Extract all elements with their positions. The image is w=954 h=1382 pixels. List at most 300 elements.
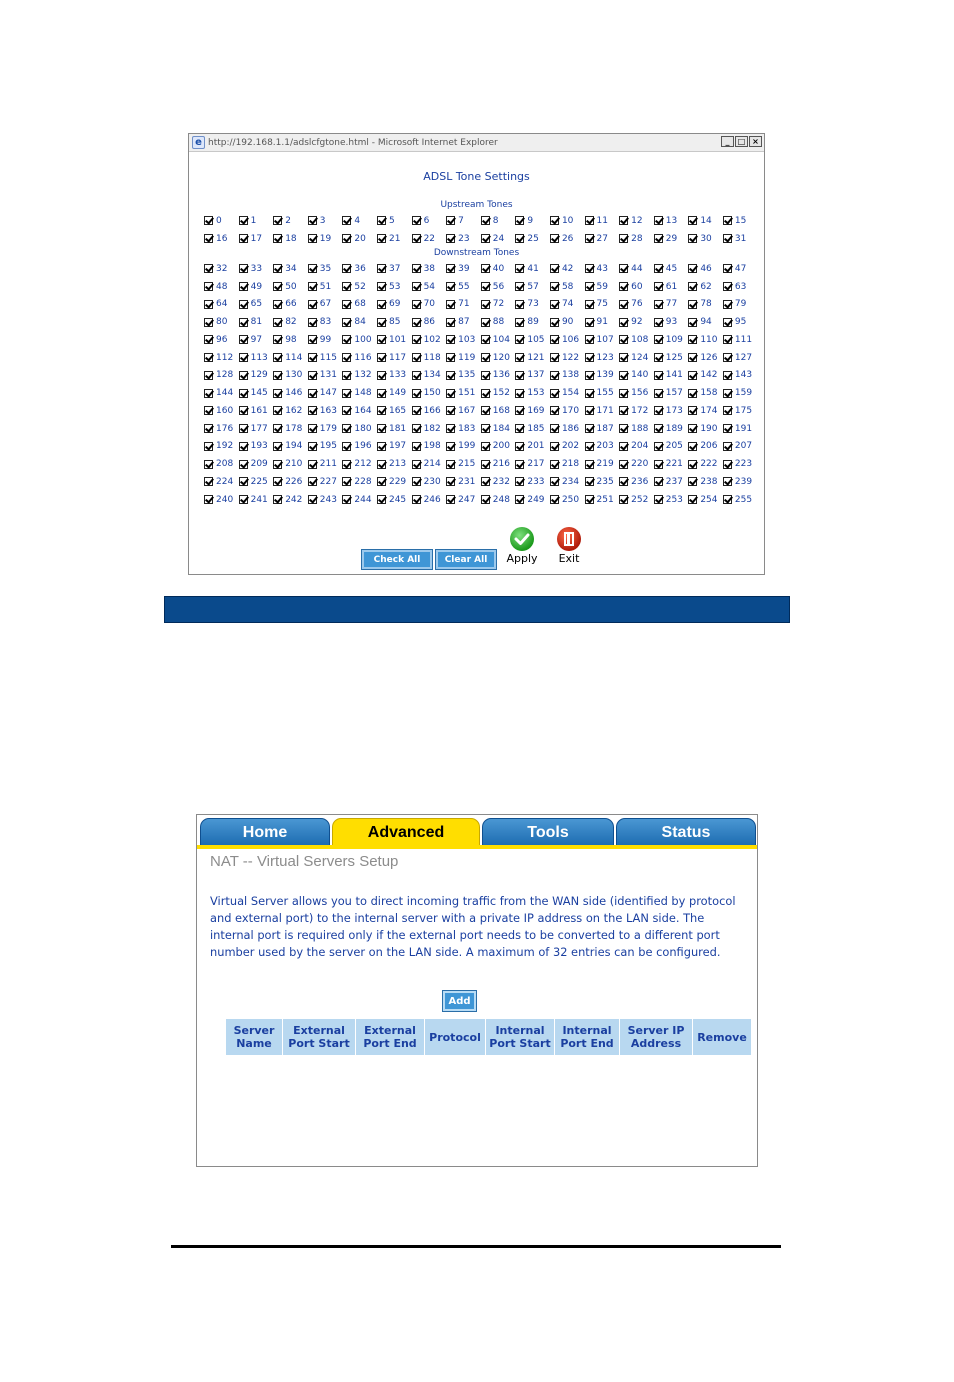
- tone-167[interactable]: [446, 402, 481, 420]
- tone-checkbox[interactable]: [412, 353, 421, 362]
- tone-checkbox[interactable]: [377, 300, 386, 309]
- tone-checkbox[interactable]: [446, 389, 455, 398]
- tone-2[interactable]: [273, 212, 308, 230]
- tone-checkbox[interactable]: [412, 318, 421, 327]
- tone-checkbox[interactable]: [550, 477, 559, 486]
- tone-checkbox[interactable]: [515, 353, 524, 362]
- tone-143[interactable]: [723, 367, 758, 385]
- tone-checkbox[interactable]: [446, 460, 455, 469]
- tone-108[interactable]: [619, 331, 654, 349]
- tone-checkbox[interactable]: [550, 300, 559, 309]
- tone-checkbox[interactable]: [204, 495, 213, 504]
- tone-checkbox[interactable]: [412, 282, 421, 291]
- tone-checkbox[interactable]: [723, 282, 732, 291]
- tone-0[interactable]: [204, 212, 239, 230]
- tone-195[interactable]: [308, 438, 343, 456]
- tone-checkbox[interactable]: [412, 442, 421, 451]
- tone-213[interactable]: [377, 455, 412, 473]
- tone-129[interactable]: [239, 367, 274, 385]
- tone-107[interactable]: [585, 331, 620, 349]
- tone-checkbox[interactable]: [308, 495, 317, 504]
- tone-246[interactable]: [412, 491, 447, 509]
- tone-checkbox[interactable]: [550, 460, 559, 469]
- tone-232[interactable]: [481, 473, 516, 491]
- tone-checkbox[interactable]: [412, 477, 421, 486]
- tone-checkbox[interactable]: [723, 216, 732, 225]
- tone-26[interactable]: [550, 230, 585, 248]
- tone-114[interactable]: [273, 349, 308, 367]
- tone-checkbox[interactable]: [273, 282, 282, 291]
- tone-checkbox[interactable]: [377, 442, 386, 451]
- tone-194[interactable]: [273, 438, 308, 456]
- tone-224[interactable]: [204, 473, 239, 491]
- tone-92[interactable]: [619, 313, 654, 331]
- exit-button[interactable]: [549, 527, 589, 565]
- tone-checkbox[interactable]: [239, 318, 248, 327]
- tone-126[interactable]: [688, 349, 723, 367]
- tone-checkbox[interactable]: [619, 300, 628, 309]
- tone-197[interactable]: [377, 438, 412, 456]
- tone-218[interactable]: [550, 455, 585, 473]
- tone-checkbox[interactable]: [446, 406, 455, 415]
- tone-checkbox[interactable]: [654, 406, 663, 415]
- tone-17[interactable]: [239, 230, 274, 248]
- tone-checkbox[interactable]: [204, 282, 213, 291]
- tone-208[interactable]: [204, 455, 239, 473]
- tone-99[interactable]: [308, 331, 343, 349]
- tone-210[interactable]: [273, 455, 308, 473]
- tone-137[interactable]: [515, 367, 550, 385]
- tone-checkbox[interactable]: [481, 477, 490, 486]
- tone-106[interactable]: [550, 331, 585, 349]
- tone-checkbox[interactable]: [342, 406, 351, 415]
- tone-checkbox[interactable]: [481, 216, 490, 225]
- tone-19[interactable]: [308, 230, 343, 248]
- tab-home[interactable]: Home: [200, 818, 330, 847]
- tone-checkbox[interactable]: [239, 371, 248, 380]
- tone-18[interactable]: [273, 230, 308, 248]
- tone-checkbox[interactable]: [688, 406, 697, 415]
- tone-checkbox[interactable]: [515, 477, 524, 486]
- tone-4[interactable]: [342, 212, 377, 230]
- tone-checkbox[interactable]: [273, 389, 282, 398]
- tone-120[interactable]: [481, 349, 516, 367]
- tone-checkbox[interactable]: [550, 442, 559, 451]
- tone-checkbox[interactable]: [239, 234, 248, 243]
- tone-125[interactable]: [654, 349, 689, 367]
- tone-165[interactable]: [377, 402, 412, 420]
- tone-checkbox[interactable]: [273, 371, 282, 380]
- tone-16[interactable]: [204, 230, 239, 248]
- tone-214[interactable]: [412, 455, 447, 473]
- tone-127[interactable]: [723, 349, 758, 367]
- tone-175[interactable]: [723, 402, 758, 420]
- tone-176[interactable]: [204, 420, 239, 438]
- tone-checkbox[interactable]: [723, 371, 732, 380]
- tone-187[interactable]: [585, 420, 620, 438]
- tone-3[interactable]: [308, 212, 343, 230]
- tone-checkbox[interactable]: [515, 389, 524, 398]
- tone-230[interactable]: [412, 473, 447, 491]
- tone-checkbox[interactable]: [688, 282, 697, 291]
- tone-checkbox[interactable]: [481, 495, 490, 504]
- tone-236[interactable]: [619, 473, 654, 491]
- tone-checkbox[interactable]: [688, 300, 697, 309]
- tone-checkbox[interactable]: [342, 353, 351, 362]
- tone-checkbox[interactable]: [204, 264, 213, 273]
- tone-96[interactable]: [204, 331, 239, 349]
- tone-93[interactable]: [654, 313, 689, 331]
- tone-253[interactable]: [654, 491, 689, 509]
- tone-checkbox[interactable]: [412, 406, 421, 415]
- tone-74[interactable]: [550, 296, 585, 314]
- tone-checkbox[interactable]: [377, 216, 386, 225]
- tone-checkbox[interactable]: [515, 442, 524, 451]
- tone-82[interactable]: [273, 313, 308, 331]
- tone-checkbox[interactable]: [446, 495, 455, 504]
- tone-checkbox[interactable]: [688, 353, 697, 362]
- tone-checkbox[interactable]: [342, 460, 351, 469]
- tone-checkbox[interactable]: [446, 318, 455, 327]
- tone-191[interactable]: [723, 420, 758, 438]
- tone-87[interactable]: [446, 313, 481, 331]
- tone-185[interactable]: [515, 420, 550, 438]
- tone-53[interactable]: [377, 278, 412, 296]
- tone-checkbox[interactable]: [342, 424, 351, 433]
- tone-64[interactable]: [204, 296, 239, 314]
- tone-115[interactable]: [308, 349, 343, 367]
- tone-checkbox[interactable]: [273, 442, 282, 451]
- tone-15[interactable]: [723, 212, 758, 230]
- tone-227[interactable]: [308, 473, 343, 491]
- tone-84[interactable]: [342, 313, 377, 331]
- tone-188[interactable]: [619, 420, 654, 438]
- tone-checkbox[interactable]: [550, 495, 559, 504]
- tone-checkbox[interactable]: [204, 477, 213, 486]
- tone-checkbox[interactable]: [688, 442, 697, 451]
- tone-251[interactable]: [585, 491, 620, 509]
- tone-checkbox[interactable]: [654, 300, 663, 309]
- tone-72[interactable]: [481, 296, 516, 314]
- tone-checkbox[interactable]: [377, 495, 386, 504]
- tone-46[interactable]: [688, 260, 723, 278]
- tone-67[interactable]: [308, 296, 343, 314]
- tone-10[interactable]: [550, 212, 585, 230]
- tone-160[interactable]: [204, 402, 239, 420]
- tone-170[interactable]: [550, 402, 585, 420]
- tone-95[interactable]: [723, 313, 758, 331]
- tone-133[interactable]: [377, 367, 412, 385]
- tone-checkbox[interactable]: [515, 495, 524, 504]
- tone-checkbox[interactable]: [619, 460, 628, 469]
- tone-153[interactable]: [515, 384, 550, 402]
- tone-146[interactable]: [273, 384, 308, 402]
- tone-189[interactable]: [654, 420, 689, 438]
- tone-47[interactable]: [723, 260, 758, 278]
- tone-6[interactable]: [412, 212, 447, 230]
- tone-14[interactable]: [688, 212, 723, 230]
- tone-checkbox[interactable]: [377, 282, 386, 291]
- tone-checkbox[interactable]: [342, 442, 351, 451]
- tone-12[interactable]: [619, 212, 654, 230]
- tone-checkbox[interactable]: [688, 371, 697, 380]
- tone-checkbox[interactable]: [446, 234, 455, 243]
- tone-178[interactable]: [273, 420, 308, 438]
- tone-62[interactable]: [688, 278, 723, 296]
- tone-142[interactable]: [688, 367, 723, 385]
- tone-166[interactable]: [412, 402, 447, 420]
- tone-checkbox[interactable]: [273, 477, 282, 486]
- tone-91[interactable]: [585, 313, 620, 331]
- tone-checkbox[interactable]: [308, 353, 317, 362]
- tone-checkbox[interactable]: [446, 477, 455, 486]
- tone-231[interactable]: [446, 473, 481, 491]
- tone-checkbox[interactable]: [723, 264, 732, 273]
- tone-152[interactable]: [481, 384, 516, 402]
- tone-65[interactable]: [239, 296, 274, 314]
- tone-checkbox[interactable]: [204, 460, 213, 469]
- tone-checkbox[interactable]: [515, 264, 524, 273]
- tone-checkbox[interactable]: [239, 477, 248, 486]
- tone-checkbox[interactable]: [515, 406, 524, 415]
- tone-checkbox[interactable]: [273, 353, 282, 362]
- tone-checkbox[interactable]: [723, 353, 732, 362]
- tone-247[interactable]: [446, 491, 481, 509]
- tone-252[interactable]: [619, 491, 654, 509]
- tone-checkbox[interactable]: [204, 234, 213, 243]
- tone-checkbox[interactable]: [412, 300, 421, 309]
- tone-1[interactable]: [239, 212, 274, 230]
- tone-checkbox[interactable]: [688, 477, 697, 486]
- tone-checkbox[interactable]: [273, 234, 282, 243]
- tone-138[interactable]: [550, 367, 585, 385]
- tone-checkbox[interactable]: [239, 424, 248, 433]
- tone-109[interactable]: [654, 331, 689, 349]
- tone-250[interactable]: [550, 491, 585, 509]
- tone-checkbox[interactable]: [619, 371, 628, 380]
- tone-240[interactable]: [204, 491, 239, 509]
- tone-101[interactable]: [377, 331, 412, 349]
- tone-241[interactable]: [239, 491, 274, 509]
- tone-checkbox[interactable]: [342, 371, 351, 380]
- tone-checkbox[interactable]: [550, 406, 559, 415]
- tone-155[interactable]: [585, 384, 620, 402]
- tone-76[interactable]: [619, 296, 654, 314]
- tone-136[interactable]: [481, 367, 516, 385]
- tone-checkbox[interactable]: [688, 424, 697, 433]
- tone-checkbox[interactable]: [585, 389, 594, 398]
- tone-41[interactable]: [515, 260, 550, 278]
- tone-233[interactable]: [515, 473, 550, 491]
- tone-105[interactable]: [515, 331, 550, 349]
- tone-13[interactable]: [654, 212, 689, 230]
- tone-128[interactable]: [204, 367, 239, 385]
- tone-checkbox[interactable]: [654, 495, 663, 504]
- tone-118[interactable]: [412, 349, 447, 367]
- tone-checkbox[interactable]: [204, 335, 213, 344]
- tone-100[interactable]: [342, 331, 377, 349]
- tone-60[interactable]: [619, 278, 654, 296]
- tone-148[interactable]: [342, 384, 377, 402]
- tone-checkbox[interactable]: [688, 318, 697, 327]
- tone-checkbox[interactable]: [342, 318, 351, 327]
- tone-checkbox[interactable]: [619, 406, 628, 415]
- tone-checkbox[interactable]: [619, 353, 628, 362]
- tone-checkbox[interactable]: [688, 389, 697, 398]
- tone-48[interactable]: [204, 278, 239, 296]
- tone-checkbox[interactable]: [481, 353, 490, 362]
- tone-checkbox[interactable]: [204, 406, 213, 415]
- tone-78[interactable]: [688, 296, 723, 314]
- tone-checkbox[interactable]: [515, 282, 524, 291]
- tone-168[interactable]: [481, 402, 516, 420]
- tone-checkbox[interactable]: [273, 216, 282, 225]
- tone-80[interactable]: [204, 313, 239, 331]
- tone-140[interactable]: [619, 367, 654, 385]
- tone-181[interactable]: [377, 420, 412, 438]
- tone-243[interactable]: [308, 491, 343, 509]
- tone-checkbox[interactable]: [585, 424, 594, 433]
- tone-checkbox[interactable]: [446, 300, 455, 309]
- tone-222[interactable]: [688, 455, 723, 473]
- tone-248[interactable]: [481, 491, 516, 509]
- tone-checkbox[interactable]: [585, 318, 594, 327]
- tone-checkbox[interactable]: [481, 442, 490, 451]
- tone-checkbox[interactable]: [412, 371, 421, 380]
- tone-checkbox[interactable]: [308, 389, 317, 398]
- tab-advanced[interactable]: Advanced: [332, 818, 480, 847]
- tone-164[interactable]: [342, 402, 377, 420]
- tone-97[interactable]: [239, 331, 274, 349]
- tone-83[interactable]: [308, 313, 343, 331]
- tone-checkbox[interactable]: [204, 318, 213, 327]
- tone-71[interactable]: [446, 296, 481, 314]
- tone-215[interactable]: [446, 455, 481, 473]
- tone-177[interactable]: [239, 420, 274, 438]
- tone-checkbox[interactable]: [688, 234, 697, 243]
- tone-checkbox[interactable]: [619, 495, 628, 504]
- tone-79[interactable]: [723, 296, 758, 314]
- tone-119[interactable]: [446, 349, 481, 367]
- tone-checkbox[interactable]: [481, 371, 490, 380]
- tone-checkbox[interactable]: [481, 282, 490, 291]
- tone-checkbox[interactable]: [446, 282, 455, 291]
- tone-23[interactable]: [446, 230, 481, 248]
- tone-154[interactable]: [550, 384, 585, 402]
- tone-checkbox[interactable]: [515, 460, 524, 469]
- tone-75[interactable]: [585, 296, 620, 314]
- tone-42[interactable]: [550, 260, 585, 278]
- tone-checkbox[interactable]: [723, 424, 732, 433]
- tone-58[interactable]: [550, 278, 585, 296]
- tone-29[interactable]: [654, 230, 689, 248]
- tone-checkbox[interactable]: [515, 300, 524, 309]
- tone-121[interactable]: [515, 349, 550, 367]
- tone-checkbox[interactable]: [204, 424, 213, 433]
- tone-checkbox[interactable]: [550, 318, 559, 327]
- tone-checkbox[interactable]: [342, 477, 351, 486]
- tone-checkbox[interactable]: [654, 216, 663, 225]
- tone-157[interactable]: [654, 384, 689, 402]
- tone-checkbox[interactable]: [308, 216, 317, 225]
- tone-checkbox[interactable]: [342, 216, 351, 225]
- tone-checkbox[interactable]: [308, 442, 317, 451]
- tone-checkbox[interactable]: [273, 424, 282, 433]
- tone-103[interactable]: [446, 331, 481, 349]
- tone-checkbox[interactable]: [619, 335, 628, 344]
- tone-220[interactable]: [619, 455, 654, 473]
- tone-checkbox[interactable]: [481, 264, 490, 273]
- tone-254[interactable]: [688, 491, 723, 509]
- tone-checkbox[interactable]: [412, 264, 421, 273]
- tone-checkbox[interactable]: [723, 300, 732, 309]
- tone-checkbox[interactable]: [619, 282, 628, 291]
- tone-22[interactable]: [412, 230, 447, 248]
- tone-checkbox[interactable]: [377, 353, 386, 362]
- tone-123[interactable]: [585, 349, 620, 367]
- tone-32[interactable]: [204, 260, 239, 278]
- tone-checkbox[interactable]: [273, 495, 282, 504]
- tone-checkbox[interactable]: [723, 406, 732, 415]
- tone-checkbox[interactable]: [723, 234, 732, 243]
- tone-checkbox[interactable]: [619, 389, 628, 398]
- tone-180[interactable]: [342, 420, 377, 438]
- tone-20[interactable]: [342, 230, 377, 248]
- tone-131[interactable]: [308, 367, 343, 385]
- tone-checkbox[interactable]: [412, 495, 421, 504]
- tone-184[interactable]: [481, 420, 516, 438]
- tone-checkbox[interactable]: [308, 335, 317, 344]
- tone-checkbox[interactable]: [239, 216, 248, 225]
- tone-39[interactable]: [446, 260, 481, 278]
- tone-checkbox[interactable]: [585, 353, 594, 362]
- tone-255[interactable]: [723, 491, 758, 509]
- tone-checkbox[interactable]: [481, 234, 490, 243]
- tone-211[interactable]: [308, 455, 343, 473]
- tone-checkbox[interactable]: [342, 264, 351, 273]
- tone-checkbox[interactable]: [585, 335, 594, 344]
- tone-68[interactable]: [342, 296, 377, 314]
- tone-183[interactable]: [446, 420, 481, 438]
- tone-34[interactable]: [273, 260, 308, 278]
- tone-179[interactable]: [308, 420, 343, 438]
- tone-checkbox[interactable]: [723, 442, 732, 451]
- tone-8[interactable]: [481, 212, 516, 230]
- tone-234[interactable]: [550, 473, 585, 491]
- tone-193[interactable]: [239, 438, 274, 456]
- tone-checkbox[interactable]: [481, 318, 490, 327]
- tone-checkbox[interactable]: [342, 335, 351, 344]
- tone-checkbox[interactable]: [654, 460, 663, 469]
- tone-85[interactable]: [377, 313, 412, 331]
- tone-checkbox[interactable]: [342, 389, 351, 398]
- tone-checkbox[interactable]: [239, 335, 248, 344]
- tone-200[interactable]: [481, 438, 516, 456]
- tone-checkbox[interactable]: [654, 282, 663, 291]
- tone-206[interactable]: [688, 438, 723, 456]
- tone-checkbox[interactable]: [308, 424, 317, 433]
- tone-checkbox[interactable]: [654, 318, 663, 327]
- tone-checkbox[interactable]: [654, 371, 663, 380]
- tone-209[interactable]: [239, 455, 274, 473]
- tone-checkbox[interactable]: [619, 424, 628, 433]
- tone-checkbox[interactable]: [239, 406, 248, 415]
- tone-checkbox[interactable]: [481, 424, 490, 433]
- tone-checkbox[interactable]: [585, 282, 594, 291]
- tone-checkbox[interactable]: [585, 460, 594, 469]
- tone-checkbox[interactable]: [585, 371, 594, 380]
- tone-61[interactable]: [654, 278, 689, 296]
